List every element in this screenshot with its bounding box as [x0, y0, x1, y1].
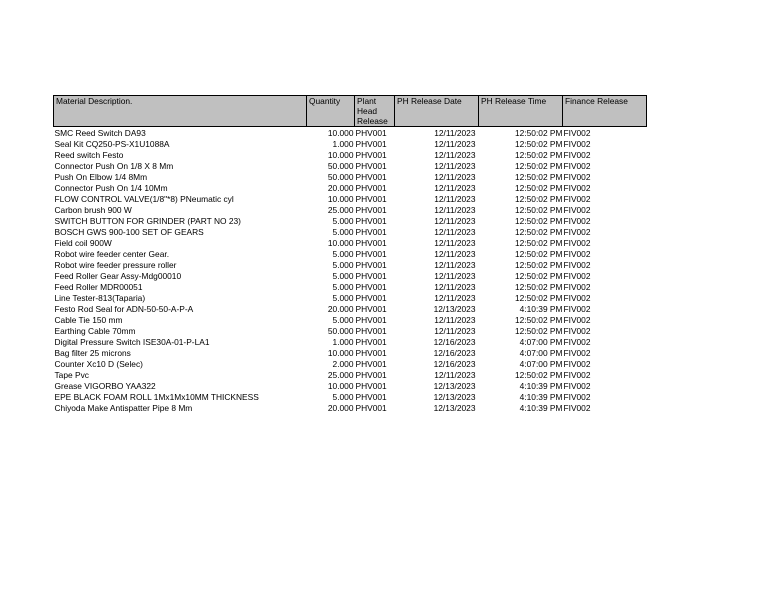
cell-quantity: 10.000: [327, 238, 354, 248]
cell-ph-release-date: 12/11/2023: [434, 315, 476, 325]
table-row: [54, 348, 647, 359]
cell-ph-release-time: 12:50:02 PM: [515, 271, 563, 281]
cell-ph-release-time: 12:50:02 PM: [515, 227, 563, 237]
cell-description: Bag filter 25 microns: [54, 348, 131, 358]
cell-ph-release-time: 12:50:02 PM: [515, 194, 563, 204]
cell-quantity: 10.000: [327, 194, 354, 204]
cell-finance-release: FIV002: [563, 392, 591, 402]
cell-description: Line Tester-813(Taparia): [54, 293, 146, 303]
cell-description: BOSCH GWS 900-100 SET OF GEARS: [54, 227, 204, 237]
cell-quantity: 20.000: [327, 403, 354, 413]
cell-finance-release: FIV002: [563, 161, 591, 171]
cell-description: Field coil 900W: [54, 238, 112, 248]
cell-ph-release-time: 4:10:39 PM: [519, 403, 563, 413]
cell-description: Feed Roller Gear Assy-Mdg00010: [54, 271, 182, 281]
cell-plant-head-release: PHV001: [355, 260, 387, 270]
cell-finance-release: FIV002: [563, 194, 591, 204]
cell-ph-release-date: 12/11/2023: [434, 271, 476, 281]
cell-description: Cable Tie 150 mm: [54, 315, 123, 325]
cell-plant-head-release: PHV001: [355, 227, 387, 237]
cell-description: Festo Rod Seal for ADN-50-50-A-P-A: [54, 304, 194, 314]
cell-plant-head-release: PHV001: [355, 216, 387, 226]
cell-description: Robot wire feeder center Gear.: [54, 249, 170, 259]
cell-finance-release: FIV002: [563, 293, 591, 303]
cell-quantity: 5.000: [332, 249, 354, 259]
cell-ph-release-date: 12/11/2023: [434, 238, 476, 248]
cell-finance-release: FIV002: [563, 249, 591, 259]
cell-finance-release: FIV002: [563, 370, 591, 380]
cell-description: SWITCH BUTTON FOR GRINDER (PART NO 23): [54, 216, 241, 226]
table-row: [54, 304, 647, 315]
cell-finance-release: FIV002: [563, 216, 591, 226]
cell-ph-release-date: 12/13/2023: [433, 403, 476, 413]
table-row: [54, 249, 647, 260]
cell-finance-release: FIV002: [563, 359, 591, 369]
cell-plant-head-release: PHV001: [355, 326, 387, 336]
table-row: [54, 392, 647, 403]
cell-plant-head-release: PHV001: [355, 282, 387, 292]
cell-plant-head-release: PHV001: [355, 293, 387, 303]
cell-ph-release-date: 12/13/2023: [433, 381, 476, 391]
header-row: [54, 96, 647, 127]
table-row: [54, 271, 647, 282]
cell-quantity: 5.000: [332, 315, 354, 325]
material-release-report: [53, 95, 646, 414]
cell-finance-release: FIV002: [563, 172, 591, 182]
cell-finance-release: FIV002: [563, 139, 591, 149]
cell-ph-release-time: 12:50:02 PM: [515, 326, 563, 336]
table-row: [54, 194, 647, 205]
cell-plant-head-release: PHV001: [355, 392, 387, 402]
cell-plant-head-release: PHV001: [355, 271, 387, 281]
cell-quantity: 1.000: [332, 337, 354, 347]
header-ph-release-time: PH Release Time: [479, 96, 563, 127]
cell-ph-release-date: 12/11/2023: [434, 216, 476, 226]
cell-ph-release-date: 12/11/2023: [434, 293, 476, 303]
cell-finance-release: FIV002: [563, 128, 591, 138]
cell-plant-head-release: PHV001: [355, 150, 387, 160]
cell-ph-release-time: 12:50:02 PM: [515, 150, 563, 160]
cell-ph-release-time: 12:50:02 PM: [515, 293, 563, 303]
table-row: [54, 403, 647, 414]
cell-ph-release-date: 12/11/2023: [434, 227, 476, 237]
cell-description: Push On Elbow 1/4 8Mm: [54, 172, 148, 182]
cell-quantity: 2.000: [332, 359, 354, 369]
table-row: [54, 315, 647, 326]
cell-quantity: 10.000: [327, 381, 354, 391]
cell-quantity: 10.000: [327, 348, 354, 358]
cell-finance-release: FIV002: [563, 381, 591, 391]
cell-quantity: 5.000: [332, 271, 354, 281]
cell-quantity: 50.000: [327, 161, 354, 171]
cell-plant-head-release: PHV001: [355, 381, 387, 391]
cell-quantity: 25.000: [327, 205, 354, 215]
table-row: [54, 172, 647, 183]
cell-quantity: 50.000: [327, 326, 354, 336]
cell-ph-release-time: 12:50:02 PM: [515, 216, 563, 226]
cell-ph-release-date: 12/11/2023: [434, 282, 476, 292]
cell-plant-head-release: PHV001: [355, 238, 387, 248]
cell-description: Connector Push On 1/4 10Mm: [54, 183, 168, 193]
cell-ph-release-date: 12/13/2023: [433, 304, 476, 314]
cell-quantity: 5.000: [332, 282, 354, 292]
table-row: [54, 139, 647, 150]
cell-description: Grease VIGORBO YAA322: [54, 381, 156, 391]
cell-ph-release-time: 12:50:02 PM: [515, 139, 563, 149]
cell-finance-release: FIV002: [563, 348, 591, 358]
cell-quantity: 5.000: [332, 227, 354, 237]
cell-plant-head-release: PHV001: [355, 183, 387, 193]
table-row: [54, 205, 647, 216]
cell-finance-release: FIV002: [563, 304, 591, 314]
cell-description: Connector Push On 1/8 X 8 Mm: [54, 161, 174, 171]
cell-ph-release-time: 4:07:00 PM: [519, 348, 563, 358]
cell-ph-release-time: 12:50:02 PM: [515, 282, 563, 292]
cell-ph-release-time: 12:50:02 PM: [515, 315, 563, 325]
cell-plant-head-release: PHV001: [355, 205, 387, 215]
cell-description: Reed switch Festo: [54, 150, 124, 160]
cell-finance-release: FIV002: [563, 271, 591, 281]
table-row: [54, 282, 647, 293]
cell-ph-release-date: 12/11/2023: [434, 370, 476, 380]
header-ph-release-date: PH Release Date: [395, 96, 479, 127]
cell-ph-release-time: 4:07:00 PM: [519, 337, 563, 347]
cell-finance-release: FIV002: [563, 150, 591, 160]
table-row: [54, 381, 647, 392]
table-row: [54, 238, 647, 249]
cell-ph-release-date: 12/11/2023: [434, 161, 476, 171]
cell-ph-release-date: 12/11/2023: [434, 172, 476, 182]
cell-ph-release-time: 4:10:39 PM: [519, 304, 563, 314]
table-row: [54, 337, 647, 348]
cell-ph-release-time: 12:50:02 PM: [515, 172, 563, 182]
table-header: [54, 96, 647, 127]
cell-description: Feed Roller MDR00051: [54, 282, 143, 292]
cell-quantity: 5.000: [332, 216, 354, 226]
cell-quantity: 5.000: [332, 392, 354, 402]
cell-description: Robot wire feeder pressure roller: [54, 260, 177, 270]
cell-ph-release-time: 12:50:02 PM: [515, 128, 563, 138]
table-row: [54, 326, 647, 337]
cell-ph-release-date: 12/16/2023: [433, 359, 476, 369]
cell-ph-release-date: 12/16/2023: [433, 337, 476, 347]
cell-quantity: 5.000: [332, 260, 354, 270]
cell-description: Seal Kit CQ250-PS-X1U1088A: [54, 139, 170, 149]
cell-ph-release-time: 4:10:39 PM: [519, 392, 563, 402]
cell-finance-release: FIV002: [563, 238, 591, 248]
cell-description: EPE BLACK FOAM ROLL 1Mx1Mx10MM THICKNESS: [54, 392, 259, 402]
cell-ph-release-date: 12/11/2023: [434, 205, 476, 215]
cell-description: Counter Xc10 D (Selec): [54, 359, 143, 369]
cell-ph-release-date: 12/11/2023: [434, 260, 476, 270]
cell-ph-release-date: 12/11/2023: [434, 183, 476, 193]
table-row: [54, 161, 647, 172]
cell-description: Earthing Cable 70mm: [54, 326, 136, 336]
cell-ph-release-time: 12:50:02 PM: [515, 205, 563, 215]
cell-description: Tape Pvc: [54, 370, 89, 380]
cell-plant-head-release: PHV001: [355, 370, 387, 380]
cell-plant-head-release: PHV001: [355, 348, 387, 358]
cell-ph-release-date: 12/11/2023: [434, 139, 476, 149]
cell-finance-release: FIV002: [563, 227, 591, 237]
cell-description: SMC Reed Switch DA93: [54, 128, 146, 138]
cell-plant-head-release: PHV001: [355, 337, 387, 347]
table-row: [54, 359, 647, 370]
table-row: [54, 370, 647, 381]
cell-plant-head-release: PHV001: [355, 194, 387, 204]
cell-finance-release: FIV002: [563, 282, 591, 292]
cell-plant-head-release: PHV001: [355, 403, 387, 413]
table-row: [54, 227, 647, 238]
cell-ph-release-date: 12/11/2023: [434, 249, 476, 259]
cell-ph-release-time: 12:50:02 PM: [515, 183, 563, 193]
cell-quantity: 50.000: [327, 172, 354, 182]
cell-quantity: 10.000: [327, 150, 354, 160]
header-quantity: Quantity: [307, 96, 355, 127]
cell-finance-release: FIV002: [563, 205, 591, 215]
cell-plant-head-release: PHV001: [355, 359, 387, 369]
cell-ph-release-time: 12:50:02 PM: [515, 238, 563, 248]
cell-finance-release: FIV002: [563, 260, 591, 270]
cell-ph-release-date: 12/11/2023: [434, 194, 476, 204]
cell-plant-head-release: PHV001: [355, 139, 387, 149]
cell-finance-release: FIV002: [563, 337, 591, 347]
table-body: [54, 127, 647, 415]
table-row: [54, 127, 647, 140]
cell-plant-head-release: PHV001: [355, 249, 387, 259]
table-row: [54, 293, 647, 304]
cell-ph-release-time: 12:50:02 PM: [515, 161, 563, 171]
cell-plant-head-release: PHV001: [355, 304, 387, 314]
cell-ph-release-date: 12/13/2023: [433, 392, 476, 402]
cell-finance-release: FIV002: [563, 315, 591, 325]
cell-plant-head-release: PHV001: [355, 315, 387, 325]
cell-ph-release-date: 12/11/2023: [434, 150, 476, 160]
cell-quantity: 1.000: [332, 139, 354, 149]
table-row: [54, 183, 647, 194]
cell-ph-release-time: 12:50:02 PM: [515, 249, 563, 259]
table-row: [54, 260, 647, 271]
cell-ph-release-time: 12:50:02 PM: [515, 260, 563, 270]
cell-plant-head-release: PHV001: [355, 172, 387, 182]
cell-ph-release-time: 12:50:02 PM: [515, 370, 563, 380]
material-release-table: [53, 95, 647, 414]
header-material-description: Material Description.: [54, 96, 307, 127]
cell-description: Digital Pressure Switch ISE30A-01-P-LA1: [54, 337, 210, 347]
cell-ph-release-date: 12/16/2023: [433, 348, 476, 358]
cell-quantity: 25.000: [327, 370, 354, 380]
table-row: [54, 150, 647, 161]
cell-quantity: 10.000: [327, 128, 354, 138]
cell-plant-head-release: PHV001: [355, 161, 387, 171]
cell-finance-release: FIV002: [563, 403, 591, 413]
header-finance-release: Finance Release: [563, 96, 647, 127]
cell-finance-release: FIV002: [563, 183, 591, 193]
cell-description: Chiyoda Make Antispatter Pipe 8 Mm: [54, 403, 193, 413]
cell-ph-release-date: 12/11/2023: [434, 326, 476, 336]
cell-ph-release-date: 12/11/2023: [434, 128, 476, 138]
cell-quantity: 5.000: [332, 293, 354, 303]
cell-quantity: 20.000: [327, 304, 354, 314]
cell-plant-head-release: PHV001: [355, 128, 387, 138]
cell-ph-release-time: 4:07:00 PM: [519, 359, 563, 369]
cell-finance-release: FIV002: [563, 326, 591, 336]
header-plant-head-release: Plant Head Release: [355, 96, 395, 127]
cell-description: FLOW CONTROL VALVE(1/8"*8) PNeumatic cyl: [54, 194, 234, 204]
table-row: [54, 216, 647, 227]
cell-quantity: 20.000: [327, 183, 354, 193]
cell-ph-release-time: 4:10:39 PM: [519, 381, 563, 391]
cell-description: Carbon brush 900 W: [54, 205, 132, 215]
